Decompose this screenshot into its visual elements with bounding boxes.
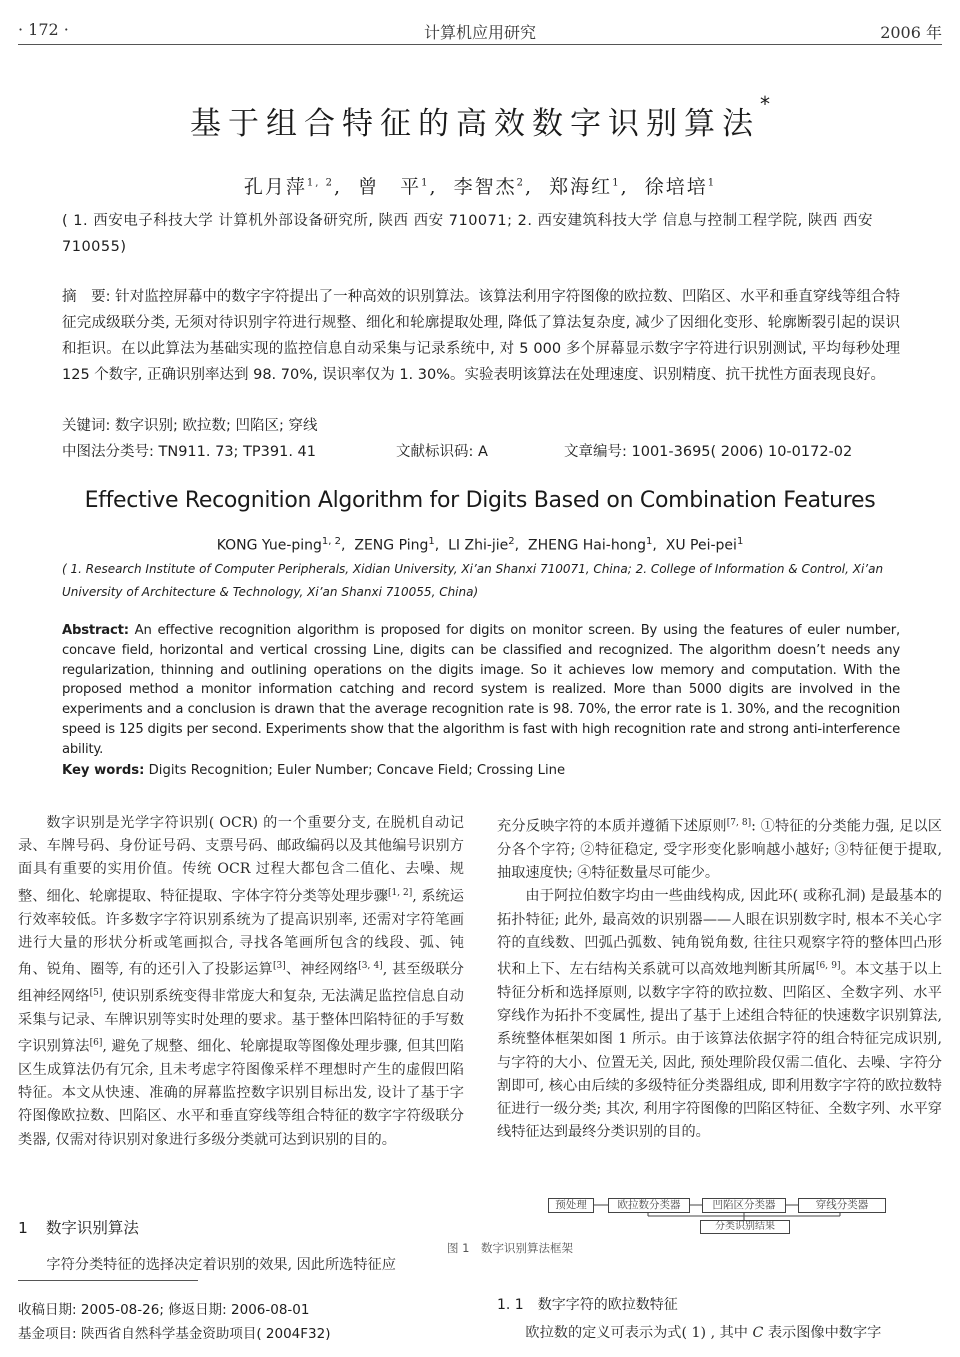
text-run: 充分反映字符的本质并遵循下述原则	[497, 818, 727, 835]
article-number	[564, 440, 852, 464]
result-box: 分类识别结果	[700, 1220, 790, 1234]
paper-title	[0, 92, 960, 143]
abstract-cn-label: 摘 要:	[62, 289, 111, 305]
citation: [3, 4]	[358, 960, 383, 971]
subsection-title: 数字字符的欧拉数特征	[537, 1297, 678, 1313]
text-run: , 甚至级联分组神经网络	[18, 961, 464, 1005]
footnote-rule	[18, 1280, 198, 1281]
dates-line	[18, 1298, 330, 1322]
abstract-cn-text: 针对监控屏幕中的数字字符提出了一种高效的识别算法。该算法利用字符图像的欧拉数、凹陷区、水平和垂直穿线等组合特征完成级联分类, 无须对待识别字符进行规整、细化和轮廓提取处理, 降低了算法复杂度, 减少了因细化变形、轮廓断裂引起的误识和拒识。在以此算法为基础实现的监控信息自动采集与记录系统中, 对 5 000 多个屏幕显示数字字符进行识别测试, 平均每秒处理 125 个数字, 正确识别率达到 98. 70%, 误识率仅为 1. 30%。实验表明该算法在处理速度、识别精度、抗干扰性方面表现良好。	[62, 289, 901, 383]
paper-title-en: Effective Recognition Algorithm for Digits Based on Combination Features	[84, 488, 876, 513]
header-rule	[18, 44, 942, 45]
author-affil: 2	[516, 177, 526, 189]
author-name-en: LI Zhi-jie	[448, 537, 509, 554]
keywords-cn-text: 数字识别; 欧拉数; 凹陷区; 穿线	[115, 418, 318, 434]
title-footnote-mark: *	[760, 92, 770, 116]
euler-classifier-box: 欧拉数分类器	[608, 1198, 690, 1213]
text-run: 。本文基于以上特征分析和选择原则, 以数字字符的欧拉数、凹陷区、全数字列、水平穿线作为拓扑不变属性, 提出了基于上述组合特征的快速数字识别算法, 系统整体框架如图 1 所示。由于该算法依据字符的组合特征完成识别, 与字符的大小、位置无关, 因此, 预处理阶段仅需二值化、去噪、字符分割即可, 核心由后续的多级特征分类器组成, 即利用数字字符的欧拉数特征进行一级分类; 其次, 利用字符图像的凹陷区特征、全数字列、水平穿线特征达到最终分类识别的目的。	[497, 961, 942, 1141]
text-run: 、神经网络	[285, 961, 359, 978]
keywords-en-text: Digits Recognition; Euler Number; Concave Field; Crossing Line	[148, 763, 566, 778]
text-run: 数字识别是光学字符识别( OCR) 的一个重要分支, 在脱机自动记录、车牌号码、身份证号码、支票号码、邮政编码以及其他编号识别方面具有重要的实用价值。传统 OCR 过程大都包含二值化、去噪、规整、细化、轮廓提取、特征提取、字体字符分类等处理步骤	[18, 815, 464, 905]
received-date: 2005-08-26;	[80, 1302, 164, 1318]
figure-1-caption: 图 1 数字识别算法框架	[447, 1241, 573, 1255]
text-run: : ①特征的分类能力强, 足以区分各个字符; ②特征稳定, 受字形变化影响越小越好; ③特征便于提取, 抽取速度快; ④特征数量尽可能少。	[497, 818, 942, 882]
author-name: 李智杰	[453, 176, 517, 198]
citation: [6, 9]	[815, 960, 841, 971]
author-name: 徐培培	[644, 176, 708, 198]
author-affil: 1, 2	[306, 177, 335, 189]
text-run: 由于阿拉伯数字均由一些曲线构成, 因此环( 或称孔洞) 是最基本的拓扑特征; 此外, 最高效的识别器——人眼在识别数字时, 根本不关心字符的直线数、凹弧凸弧数、钝角锐角数, 往往只观察字符的整体凹凸形状和上下、左右结构关系就可以高效地判断其所属	[497, 888, 942, 978]
fund-label: 基金项目:	[18, 1326, 77, 1342]
intro-paragraph	[18, 812, 464, 1152]
revised-label: 修返日期:	[168, 1302, 227, 1318]
article-label: 文章编号:	[564, 444, 627, 460]
citation: [1, 2]	[388, 887, 413, 898]
page-number: · 172 ·	[18, 20, 69, 39]
received-label: 收稿日期:	[18, 1302, 77, 1318]
fund-text: 陕西省自然科学基金资助项目( 2004F32)	[80, 1326, 331, 1342]
crossing-classifier-box: 穿线分类器	[798, 1198, 886, 1213]
body-left-column	[18, 812, 464, 1152]
author-list-en: KONG Yue-ping$^{1, 2}$, ZENG Ping$^1$, LI Zhi-jie$^2$, ZHENG Hai-hong$^1$, XU Pei-pei$^1$	[216, 536, 744, 554]
paragraph-text: 字符分类特征的选择决定着识别的效果, 因此所选特征应	[46, 1257, 396, 1273]
euler-paragraph	[497, 1322, 942, 1345]
principles-paragraph	[497, 812, 942, 885]
text-run: 表示图像中数字字	[763, 1325, 882, 1341]
author-name-en: XU Pei-pei	[665, 537, 737, 554]
article-value: 1001-3695( 2006) 10-0172-02	[631, 444, 853, 460]
citation: [6]	[89, 1038, 103, 1049]
text-run: , 系统运行效率较低。许多数字字符识别系统为了提高识别率, 还需对字符笔画进行大量的形状分析或笔画拟合, 寻找各笔画所包含的线段、弧、钝角、锐角、圈等, 有的还引入了投影运算	[18, 888, 464, 978]
text-run: , 使识别系统变得非常庞大和复杂, 无法满足监控信息自动采集与记录、车牌识别等实时处理的要求。基于整体凹陷特征的手写数字识别算法	[18, 988, 464, 1055]
algorithm-framework-diagram	[548, 1196, 900, 1236]
footnotes	[18, 1298, 330, 1346]
keywords-en	[62, 761, 565, 781]
author-name-en: KONG Yue-ping	[216, 537, 322, 554]
author-affil-en: 1, 2	[321, 536, 342, 547]
section-1-paragraph	[18, 1254, 464, 1277]
abstract-en	[62, 621, 900, 760]
doc-code	[396, 440, 488, 464]
keywords-cn-label: 关键词:	[62, 418, 111, 434]
author-name-en: ZHENG Hai-hong	[528, 537, 647, 554]
citation: [3]	[272, 960, 286, 971]
citation: [5]	[89, 987, 103, 998]
running-header	[18, 12, 942, 42]
section-number: 1	[18, 1219, 28, 1237]
journal-name: 计算机应用研究	[423, 23, 536, 42]
author-name: 郑海红	[549, 176, 613, 198]
affiliation: ( 1. 西安电子科技大学 计算机外部设备研究所, 陕西 西安 710071; 2. 西安建筑科技大学 信息与控制工程学院, 陕西 西安 710055)	[62, 213, 873, 255]
text-run: , 避免了规整、细化、轮廓提取等图像处理步骤, 但其凹陷区生成算法仍有冗余, 且未考虑字符图像采样不理想时产生的虚假凹陷特征。本文从快速、准确的屏幕监控数字识别目标出发, 设计了基于字符图像欧拉数、凹陷区、水平和垂直穿线等组合特征的数字字符级联分类器, 仅需对待识别对象进行多级分类就可达到识别的目的。	[18, 1038, 464, 1148]
preprocess-box: 预处理	[548, 1198, 594, 1213]
doc-value: A	[478, 444, 488, 460]
author-affil-en: 1	[428, 536, 435, 547]
method-paragraph	[497, 885, 942, 1144]
keywords-en-label: Key words:	[62, 763, 145, 778]
concave-classifier-box: 凹陷区分类器	[702, 1198, 786, 1213]
author-affil-en: 2	[508, 536, 515, 547]
abstract-en-text: An effective recognition algorithm is proposed for digits on monitor screen. By using the features of euler number, concave field, horizontal and vertical crossing Line, digits can be classified and recognized. The algorithm doesn’t needs any regularization, thinning and outlining operations on the digits image. So it achieves low memory and computation. With the proposed method a monitor information catching and record system is realized. More than 5000 digits are involved in the experiments and a conclusion is drawn that the average recognition rate is 98. 70%, the error rate is 1. 30%, and the recognition speed is 125 digits per second. Experiments show that the algorithm is fast with high recognition rate and strong anti-interference ability.	[62, 623, 900, 757]
journal-year: 2006 年	[880, 23, 942, 42]
affiliation-en: ( 1. Research Institute of Computer Peripherals, Xidian University, Xi’an Shanxi 710071, China; 2. College of Information & Control, Xi’an University of Architecture & Technology, Xi’an Shanxi 710055, China)	[62, 562, 884, 599]
author-affil: 1	[421, 177, 430, 189]
section-title: 数字识别算法	[45, 1219, 139, 1237]
doc-label: 文献标识码:	[396, 444, 474, 460]
clc-value: TN911. 73; TP391. 41	[158, 444, 316, 460]
body-right-column	[497, 812, 942, 1144]
paragraph-text	[497, 1322, 942, 1345]
section-heading-1-1	[497, 1294, 678, 1314]
section-heading-1	[18, 1216, 139, 1238]
fund-line	[18, 1322, 330, 1346]
author-affil-en: 1	[646, 536, 653, 547]
author-name: 曾 平	[358, 176, 422, 198]
abstract-cn	[62, 284, 900, 388]
math-variable: C	[752, 1325, 764, 1341]
clc-label: 中图法分类号:	[62, 444, 154, 460]
author-affil: 1	[612, 177, 621, 189]
author-affil: 1	[707, 177, 717, 189]
paper-title-text: 基于组合特征的高效数字识别算法	[190, 106, 760, 142]
revised-date: 2006-08-01	[231, 1302, 310, 1318]
author-affil-en: 1	[736, 536, 744, 547]
citation: [7, 8]	[726, 818, 752, 828]
clc-number	[62, 440, 316, 464]
subsection-number: 1. 1	[497, 1297, 524, 1313]
keywords-cn	[62, 414, 317, 438]
text-run: 欧拉数的定义可表示为式( 1) , 其中	[525, 1325, 753, 1341]
author-name-en: ZENG Ping	[354, 537, 429, 554]
abstract-en-label: Abstract:	[62, 623, 129, 638]
author-list: 孔月萍$^{1, 2}$, 曾 平$^1$, 李智杰$^2$, 郑海红$^1$, 徐培培$^1$	[243, 176, 717, 198]
author-name: 孔月萍	[243, 176, 307, 198]
